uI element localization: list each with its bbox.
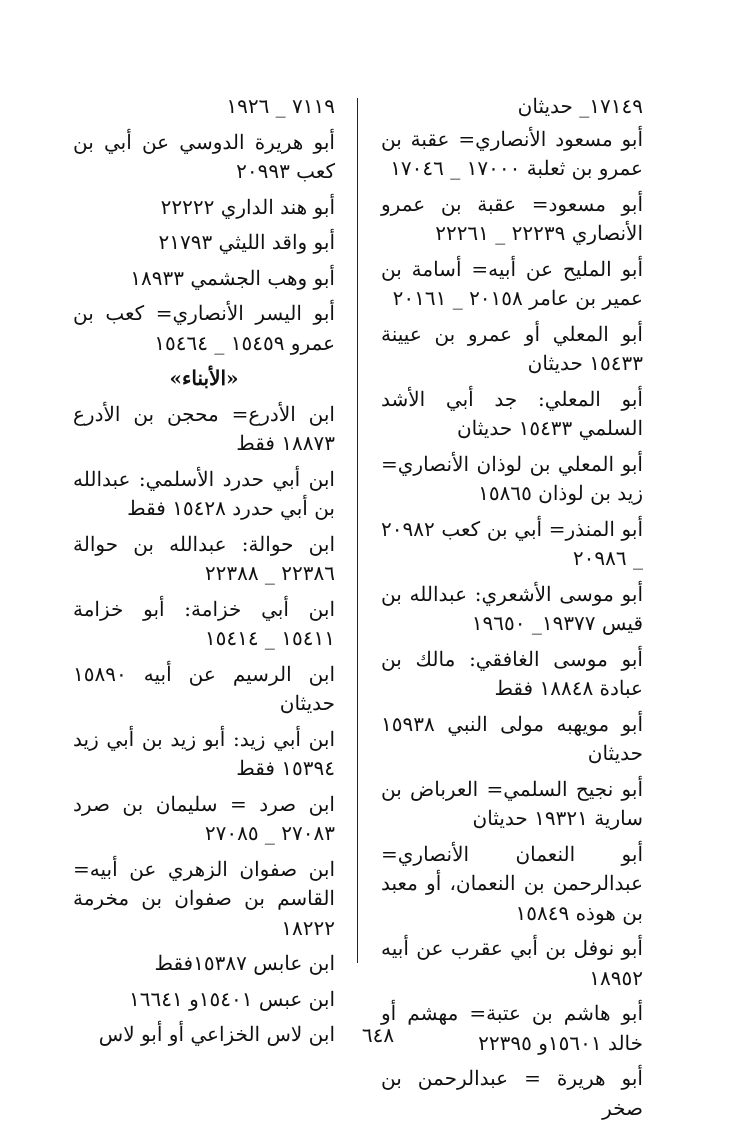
index-entry: ابن حوالة: عبدالله بن حوالة ٢٢٣٨٦ _ ٢٢٣٨٨ [73,531,335,585]
index-entry: ابن عابس ١٥٣٨٧فقط [154,951,335,975]
index-entry: ابن لاس الخزاعي أو أبو لاس [98,1022,335,1046]
index-entry: أبو النعمان الأنصاري= عبدالرحمن بن النعمان، أو معبد بن هوذه ١٥٨٤٩ [381,841,643,925]
index-entry: أبو مويهبه مولى النبي ١٥٩٣٨ حديثان [381,711,643,765]
index-entry: أبو هند الداري ٢٢٢٢٢ [160,194,335,219]
index-entry: ابن عبس ١٥٤٠١و ١٦٦٤١ [129,986,335,1011]
index-entry: أبو المعلي أو عمرو بن عيينة ١٥٤٣٣ حديثان [381,321,643,375]
index-entry: أبو المعلي بن لوذان الأنصاري= زيد بن لوذان ١٥٨٦٥ [381,451,643,505]
index-entry: أبو مسعود= عقبة بن عمرو الأنصاري ٢٢٢٣٩ _ ٢٢٢٦١ [381,191,643,245]
index-entry: أبو هاشم بن عتبة= مهشم أو خالد ١٥٦٠١و ٢٢٣٩٥ [381,1001,643,1055]
index-entry: ابن الأدرع= محجن بن الأدرع ١٨٨٧٣ فقط [73,401,335,455]
index-entry: ١٧١٤٩_ حديثان [517,94,643,118]
index-entry: ٧١١٩ _ ١٩٢٦ [226,94,335,118]
page-number: ٦٤٨ [361,1023,395,1047]
index-entry: أبو مسعود الأنصاري= عقبة بن عمرو بن ثعلبة ١٧٠٠٠ _ ١٧٠٤٦ [381,126,643,180]
index-entry: ابن أبي حدرد الأسلمي: عبدالله بن أبي حدرد ١٥٤٢٨ فقط [73,466,335,520]
index-entry: أبو موسى الأشعري: عبدالله بن قيس ١٩٣٧٧_ ١٩٦٥٠ [381,581,643,635]
index-entry: ابن صفوان الزهري عن أبيه= القاسم بن صفوان بن مخرمة ١٨٢٢٢ [73,856,335,940]
index-entry: أبو وهب الجشمي ١٨٩٣٣ [130,265,335,290]
index-entry: أبو موسى الغافقي: مالك بن عبادة ١٨٨٤٨ فقط [381,646,643,700]
right-column [381,92,643,1129]
index-entry: أبو واقد الليثي ٢١٧٩٣ [158,230,335,254]
index-entry: أبو نجيح السلمي= العرباض بن سارية ١٩٣٢١ حديثان [381,776,643,830]
index-entry: أبو هريرة = عبدالرحمن بن صخر [381,1066,643,1120]
index-entry: أبو اليسر الأنصاري= كعب بن عمرو ١٥٤٥٩ _ ١٥٤٦٤ [73,301,335,355]
left-column [73,92,335,1056]
index-entry: أبو المنذر= أبي بن كعب ٢٠٩٨٢ _ ٢٠٩٨٦ [381,516,643,570]
index-entry: أبو المليح عن أبيه= أسامة بن عمير بن عامر ٢٠١٥٨ _ ٢٠١٦١ [381,256,643,310]
index-entry: أبو نوفل بن أبي عقرب عن أبيه ١٨٩٥٢ [381,936,643,990]
index-entry: ابن الرسيم عن أبيه ١٥٨٩٠ حديثان [73,661,335,715]
index-entry: أبو المعلي: جد أبي الأشد السلمي ١٥٤٣٣ حديثان [381,386,643,440]
section-heading: «الأبناء» [169,366,239,390]
index-entry: أبو هريرة الدوسي عن أبي بن كعب ٢٠٩٩٣ [73,129,335,183]
index-entry: ابن أبي خزامة: أبو خزامة ١٥٤١١ _ ١٥٤١٤ [73,596,335,650]
column-divider [357,98,358,963]
index-entry: ابن أبي زيد: أبو زيد بن أبي زيد ١٥٣٩٤ فقط [73,726,335,780]
index-entry: ابن صرد = سليمان بن صرد ٢٧٠٨٣ _ ٢٧٠٨٥ [73,791,335,845]
